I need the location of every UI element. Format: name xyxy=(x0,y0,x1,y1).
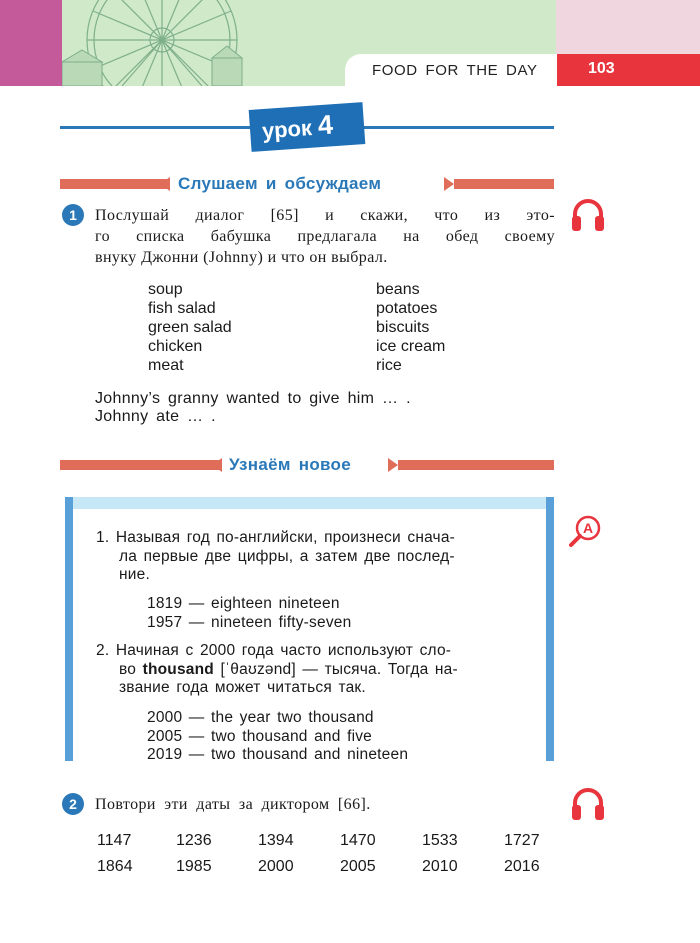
lesson-word: урок xyxy=(261,115,313,144)
rule-2 xyxy=(96,642,458,698)
word-item: meat xyxy=(148,357,184,374)
header-title: FOOD FOR THE DAY xyxy=(372,62,538,79)
page-number-tab xyxy=(557,54,700,86)
date-item: 1864 xyxy=(97,858,133,875)
exercise2-number: 2 xyxy=(62,793,84,815)
exercise1-line: го списка бабушка предлагала на обед своему xyxy=(95,228,555,245)
rule-1-line: 1. Называя год по-английски, произнеси снача- xyxy=(96,529,456,546)
headphones-icon xyxy=(570,786,606,822)
exercise1-sentence-2: Johnny ate … . xyxy=(95,408,216,425)
date-item: 1236 xyxy=(176,832,212,849)
exercise2-instruction: Повтори эти даты за диктором [66]. xyxy=(95,796,371,813)
section1-title: Слушаем и обсуждаем xyxy=(174,174,385,194)
word-item: fish salad xyxy=(148,300,216,317)
exercise1-number: 1 xyxy=(62,204,84,226)
section2-arrow-left xyxy=(212,458,222,472)
date-item: 1727 xyxy=(504,832,540,849)
word-item: ice cream xyxy=(376,338,446,355)
date-item: 2016 xyxy=(504,858,540,875)
example-item: 1957 — nineteen fifty-seven xyxy=(147,613,352,631)
date-item: 2010 xyxy=(422,858,458,875)
section2-arrow-right xyxy=(388,458,398,472)
rule-2-line: 2. Начиная с 2000 года часто используют сло- xyxy=(96,642,452,659)
rule-1-line: ние. xyxy=(119,566,150,583)
page-number: 103 xyxy=(588,60,615,77)
date-item: 1394 xyxy=(258,832,294,849)
lesson-title xyxy=(261,110,334,146)
rule-box-top xyxy=(65,497,554,509)
rule-1-examples xyxy=(147,595,351,632)
rule-2-keyword: thousand xyxy=(142,660,214,678)
section1-bar-left xyxy=(60,179,170,189)
exercise1-line: Послушай диалог [65] и скажи, что из это- xyxy=(95,207,555,224)
word-item: chicken xyxy=(148,338,203,355)
example-item: 2005 — two thousand and five xyxy=(147,727,372,745)
rule-2-text: во xyxy=(119,660,143,678)
exercise1-line: внуку Джонни (Johnny) и что он выбрал. xyxy=(95,249,388,266)
rule-2-line: звание года может читаться так. xyxy=(119,679,366,696)
section1-arrow-left xyxy=(160,177,170,191)
date-item: 1470 xyxy=(340,832,376,849)
word-item: biscuits xyxy=(376,319,430,336)
date-item: 1147 xyxy=(97,832,132,849)
section1-bar-right xyxy=(454,179,554,189)
section2-bar-right xyxy=(398,460,554,470)
word-list-left xyxy=(148,280,232,375)
exercise1-sentence-1: Johnny’s granny wanted to give him … . xyxy=(95,390,411,407)
svg-text:A: A xyxy=(582,520,594,536)
rule-1-line: ла первые две цифры, а затем две послед- xyxy=(119,547,455,565)
headphones-icon xyxy=(570,197,606,233)
word-item: rice xyxy=(376,357,402,374)
word-item: green salad xyxy=(148,319,232,336)
example-item: 2000 — the year two thousand xyxy=(147,709,374,726)
exercise1-instruction xyxy=(95,205,555,268)
example-item: 2019 — two thousand and nineteen xyxy=(147,746,409,763)
example-item: 1819 — eighteen nineteen xyxy=(147,595,340,612)
date-item: 2005 xyxy=(340,858,376,875)
date-item: 2000 xyxy=(258,858,294,875)
header-left-band xyxy=(0,0,62,86)
rule-1 xyxy=(96,529,455,585)
rule-2-line xyxy=(96,661,458,680)
lesson-number: 4 xyxy=(316,109,334,141)
magnifier-letter-icon xyxy=(568,514,602,548)
date-item: 1533 xyxy=(422,832,458,849)
rule-2-examples xyxy=(147,709,408,765)
rule-box-right xyxy=(546,497,554,761)
section2-bar-left xyxy=(60,460,220,470)
rule-box-left xyxy=(65,497,73,761)
section2-title: Узнаём новое xyxy=(225,455,355,475)
section1-arrow-right xyxy=(444,177,454,191)
word-item: soup xyxy=(148,281,183,298)
date-item: 1985 xyxy=(176,858,212,875)
word-item: potatoes xyxy=(376,300,438,317)
word-item: beans xyxy=(376,281,420,298)
rule-2-text: [ˈθaʊzənd] — тысяча. Тогда на- xyxy=(213,660,458,678)
word-list-right xyxy=(376,280,445,375)
